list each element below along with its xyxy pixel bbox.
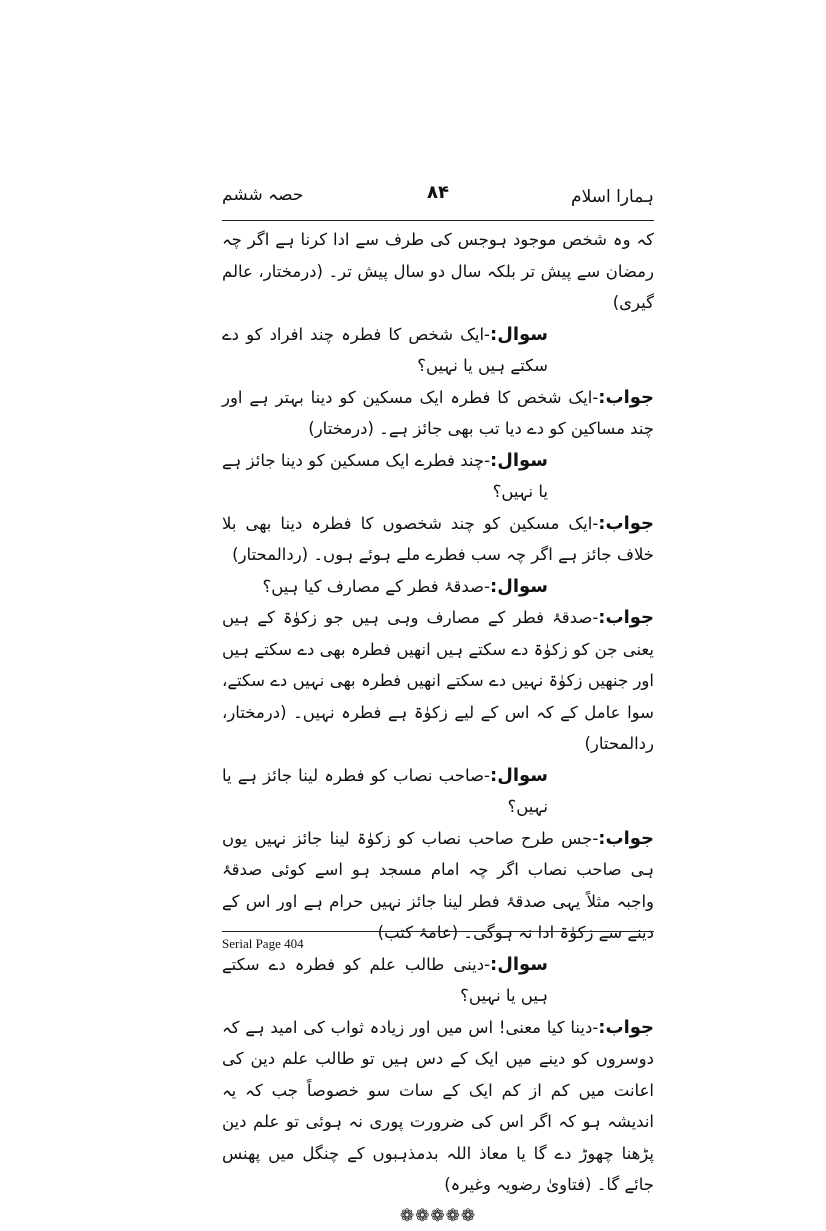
question-label: سوال: [490, 449, 548, 471]
answer-5 [222, 1012, 654, 1201]
answer-label: جواب: [598, 1016, 654, 1038]
paragraph-continuation: کہ وہ شخص موجود ہوجس کی طرف سے ادا کرنا ہے اگر چہ رمضان سے پیش تر بلکہ سال دو سال پیش تر۔ (درمختار، عالم گیری) [222, 230, 654, 312]
question-label: سوال: [490, 764, 548, 786]
answer-2 [222, 508, 654, 571]
answer-label: جواب: [598, 512, 654, 534]
book-title: ہمارا اسلام [571, 187, 654, 207]
question-5 [222, 949, 654, 1012]
answer-text: -ایک مسکین کو چند شخصوں کا فطرہ دینا بھی بلا خلاف جائز ہے اگر چہ سب فطرے ملے ہوئے ہوں۔ (ردالمحتار) [222, 513, 654, 564]
question-text: -صدقۂ فطر کے مصارف کیا ہیں؟ [262, 576, 491, 596]
question-text: -صاحب نصاب کو فطرہ لینا جائز ہے یا نہیں؟ [222, 765, 548, 816]
answer-text: -جس طرح صاحب نصاب کو زکوٰۃ لینا جائز نہیں یوں ہی صاحب نصاب اگر چہ امام مسجد ہو اسے کوئی صدقۂ واجبہ مثلاً یہی صدقۂ فطر لینا جائز نہیں حرام ہے اور اس کے دینے سے زکوٰۃ ادا نہ ہوگی۔ (عامۂ کتب) [222, 828, 654, 942]
part-label: حصہ ششم [222, 185, 304, 205]
question-label: سوال: [490, 323, 548, 345]
answer-3 [222, 602, 654, 760]
question-text: -دینی طالب علم کو فطرہ دے سکتے ہیں یا نہیں؟ [222, 954, 548, 1005]
answer-text: -ایک شخص کا فطرہ ایک مسکین کو دینا بہتر ہے اور چند مساکین کو دے دیا تب بھی جائز ہے۔ (درمختار) [222, 387, 654, 438]
question-1 [222, 319, 654, 382]
answer-label: جواب: [598, 386, 654, 408]
question-label: سوال: [490, 953, 548, 975]
answer-label: جواب: [598, 827, 654, 849]
footer-rule [222, 931, 654, 932]
header-rule [222, 220, 654, 221]
page-header [222, 178, 654, 216]
section-end-ornament: ❁❁❁❁❁ [399, 1205, 477, 1226]
question-3 [222, 571, 654, 603]
answer-1 [222, 382, 654, 445]
page-number: ۸۴ [427, 182, 449, 203]
question-text: -چند فطرے ایک مسکین کو دینا جائز ہے یا نہیں؟ [222, 450, 548, 501]
answer-4 [222, 823, 654, 949]
answer-text: -صدقۂ فطر کے مصارف وہی ہیں جو زکوٰۃ کے ہیں یعنی جن کو زکوٰۃ دے سکتے ہیں انھیں فطرہ بھی دے سکتے ہیں اور جنھیں زکوٰۃ نہیں دے سکتے انھیں فطرہ بھی نہیں دے سکتے، سوا عامل کے کہ اس کے لیے زکوٰۃ ہے فطرہ نہیں۔ (درمختار، ردالمحتار) [222, 608, 654, 753]
question-4 [222, 760, 654, 823]
question-text: -ایک شخص کا فطرہ چند افراد کو دے سکتے ہیں یا نہیں؟ [222, 324, 548, 375]
answer-label: جواب: [598, 607, 654, 628]
question-2 [222, 445, 654, 508]
page-body [222, 224, 654, 1231]
serial-page-number: Serial Page 404 [222, 936, 304, 951]
question-label: سوال: [490, 575, 548, 597]
answer-text: -دینا کیا معنی! اس میں اور زیادہ ثواب کی امید ہے کہ دوسروں کو دینے میں ایک کے دس ہیں تو طالب علم دین کی اعانت میں کم از کم ایک کے سات سو خصوصاً جب کہ یہ اندیشہ ہو کہ اگر اس کی ضرورت پوری نہ ہوئی تو علم دین پڑھنا چھوڑ دے گا یا معاذ اللہ بدمذہبوں کے چنگل میں پھنس جائے گا۔ (فتاویٰ رضویہ وغیرہ) [222, 1017, 654, 1194]
